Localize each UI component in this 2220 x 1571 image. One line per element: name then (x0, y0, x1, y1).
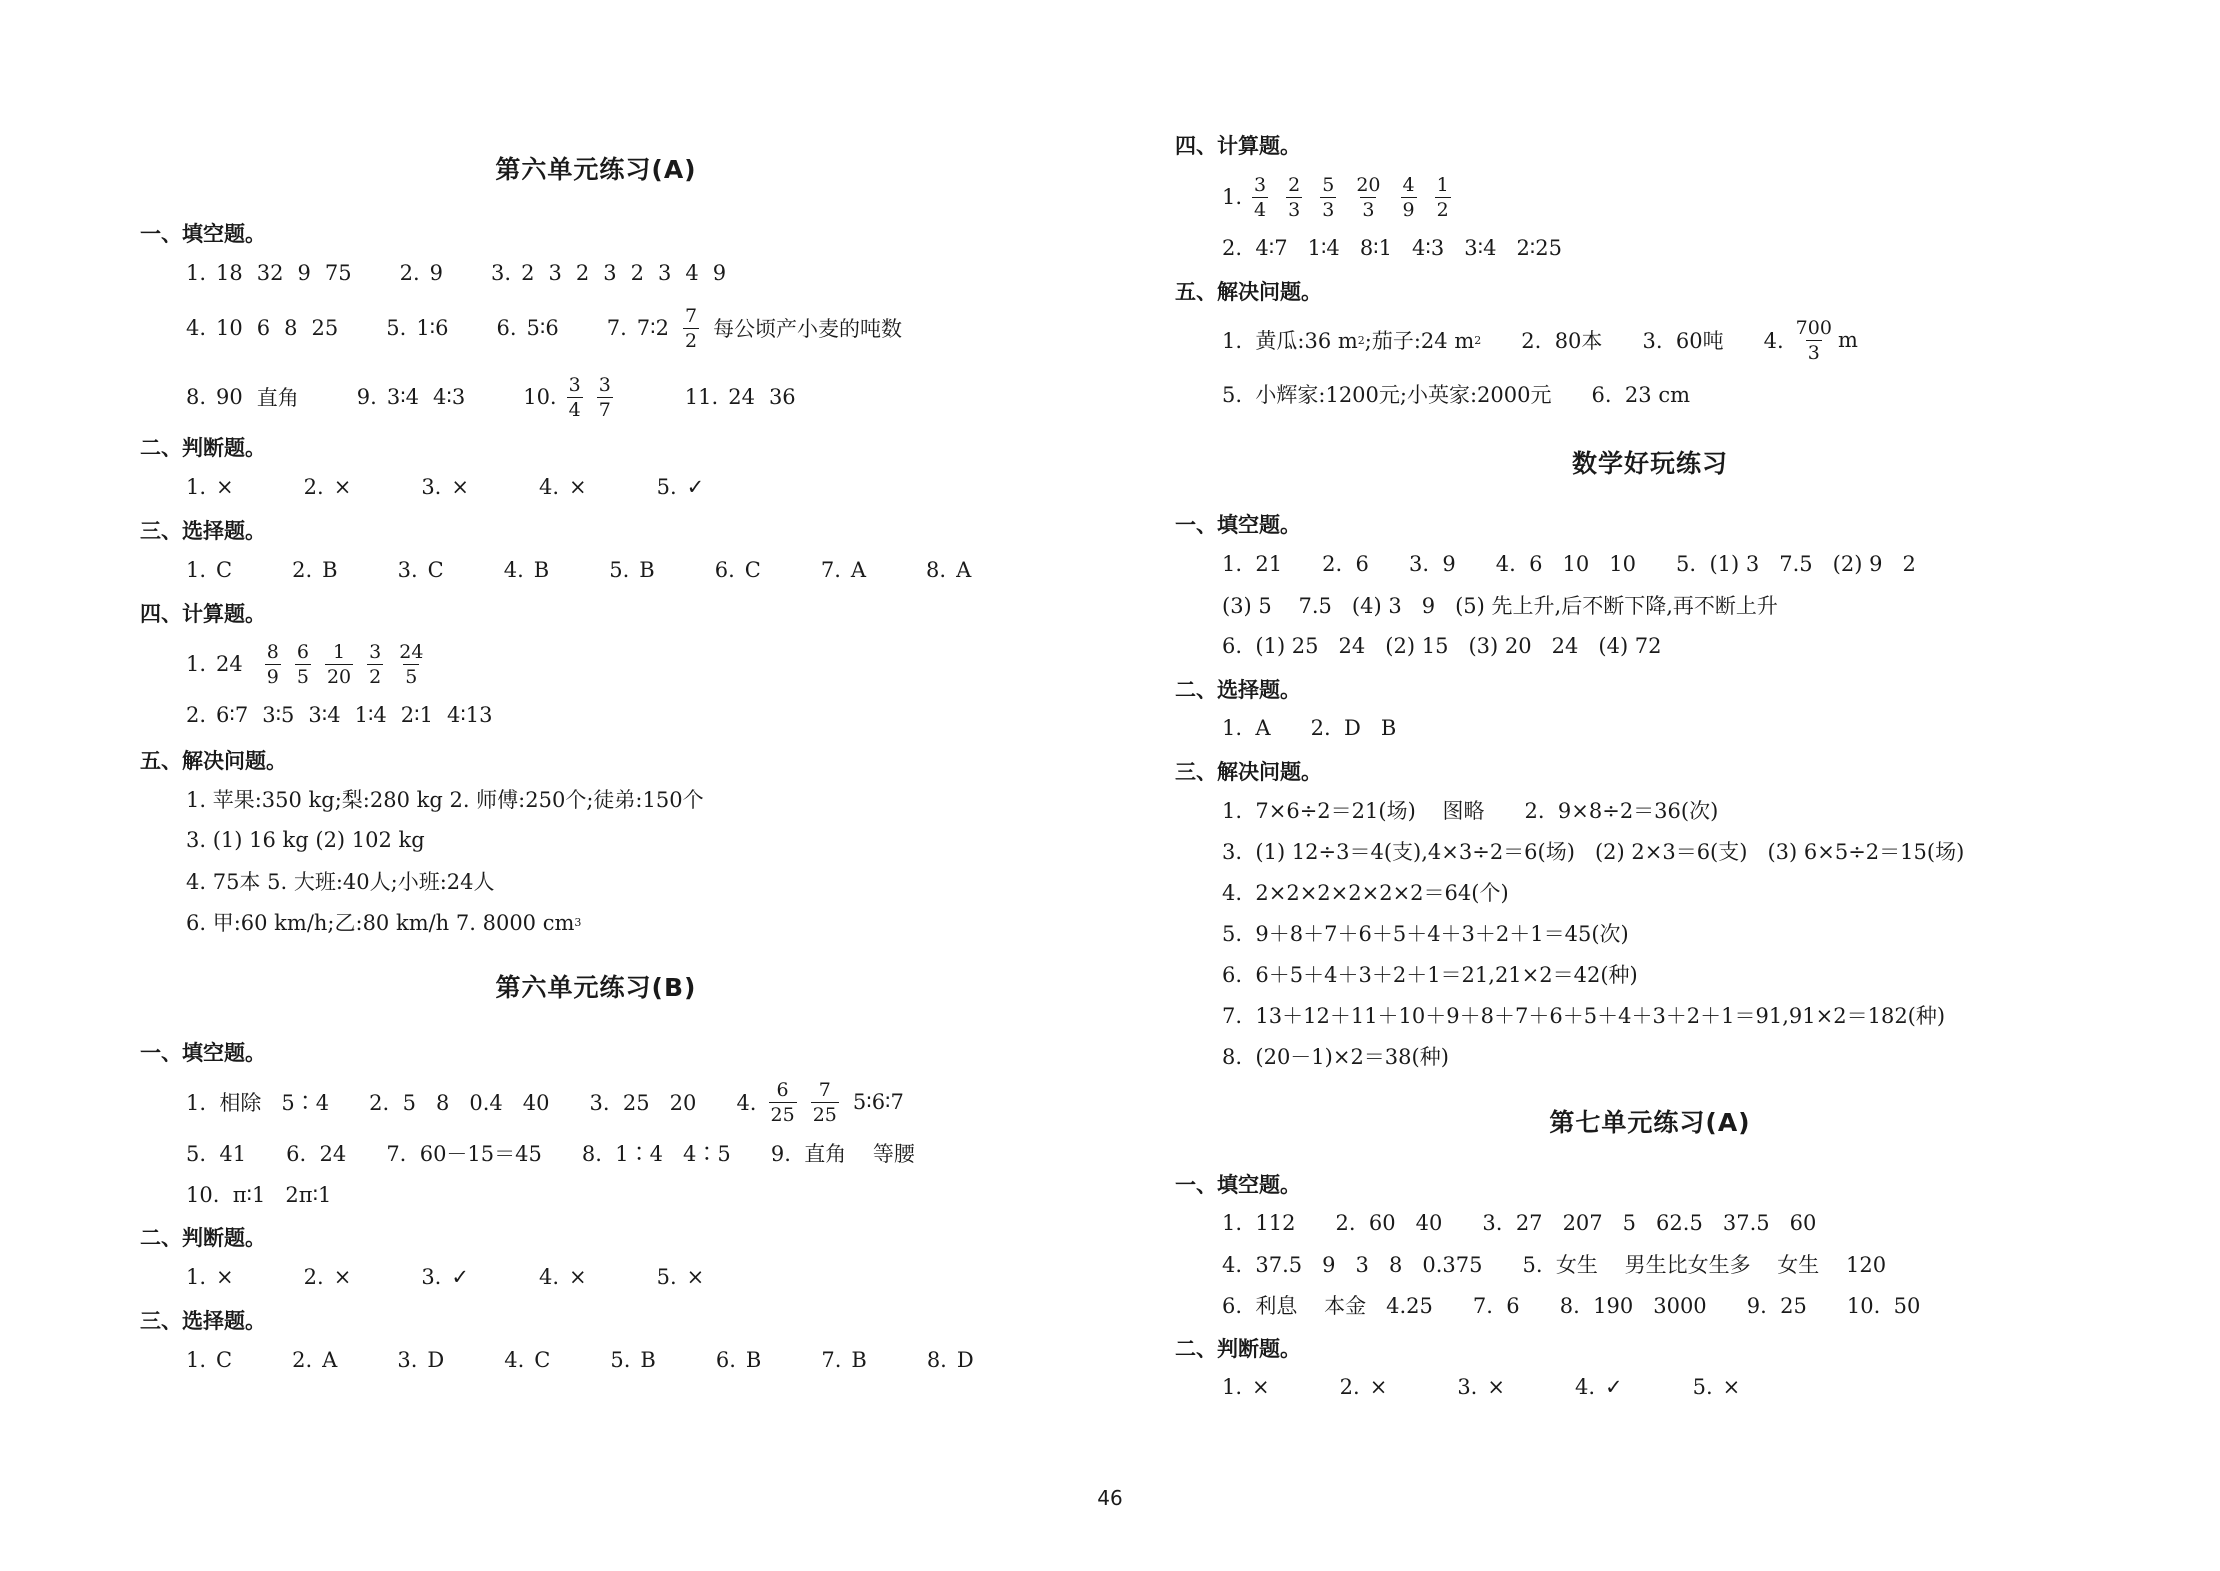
mathfun-sec1-line3: 6. (1) 25 24 (2) 15 (3) 20 24 (4) 72 (1222, 634, 1662, 658)
unit6c-sec4-heading: 四、计算题。 (1175, 134, 1301, 158)
fraction: $\frac{1}{20}$ (326, 640, 352, 688)
fraction: $\frac{8}{9}$ (266, 640, 279, 688)
fraction: $\frac{4}{9}$ (1402, 173, 1415, 221)
unit6b-sec1-line2: 5. 41 6. 24 7. 60－15＝45 8. 1∶4 4∶5 9. 直角 等腰 (186, 1142, 915, 1166)
fraction: $\frac{3}{4}$ (1254, 173, 1267, 221)
unit6c-sec5-line1: 1. 黄瓜:36 m 2 ;茄子:24 m 2 2. 80本 3. 60吨 4. $\frac{700}{3}$ m (1222, 316, 1858, 364)
unit6a-sec1-line3: 8. 90 直角 9. 3∶4 4∶3 10. $\frac{3}{4}$ $\frac{3}{7}$ 11. 24 36 (186, 373, 796, 421)
unit6b-sec1-line3: 10. π∶1 2π∶1 (186, 1183, 332, 1207)
mathfun-sec1-line1: 1. 21 2. 6 3. 9 4. 6 10 10 5. (1) 3 7.5 (2) 9 2 (1222, 552, 1916, 576)
fraction: $\frac{700}{3}$ (1795, 316, 1832, 364)
fraction: $\frac{6}{25}$ (770, 1078, 795, 1126)
unit6a-sec3-heading: 三、选择题。 (140, 519, 266, 543)
unit6c-sec4-line1: 1. $\frac{3}{4}$ $\frac{2}{3}$ $\frac{5}{3}$ $\frac{20}{3}$ $\frac{4}{9}$ $\frac{1}{2}$ (1222, 173, 1449, 221)
mathfun-sec2-heading: 二、选择题。 (1175, 678, 1301, 702)
unit6a-title: 第六单元练习(A) (495, 155, 697, 184)
mathfun-sec3-line1: 1. 7×6÷2＝21(场) 图略 2. 9×8÷2＝36(次) (1222, 799, 1719, 823)
unit6b-sec1-line1: 1. 相除 5∶4 2. 5 8 0.4 40 3. 25 20 4. $\frac{6}{25}$ $\frac{7}{25}$ 5∶6∶7 (186, 1078, 904, 1126)
fraction: $\frac{24}{5}$ (399, 640, 424, 688)
fraction: $\frac{7}{25}$ (812, 1078, 837, 1126)
mathfun-sec1-line2: (3) 5 7.5 (4) 3 9 (5) 先上升,后不断下降,再不断上升 (1222, 594, 1778, 618)
page-number: 46 (1097, 1486, 1123, 1510)
unit7a-sec2-line: 1. × 2. × 3. × 4. ✓ 5. × (1222, 1375, 1741, 1399)
unit7a-title: 第七单元练习(A) (1549, 1108, 1751, 1137)
unit6a-sec1-line2: 4. 10 6 8 25 5. 1∶6 6. 5∶6 7. 7∶2 $\frac{7}{2}$ 每公顷产小麦的吨数 (186, 304, 903, 352)
unit6a-sec5-line3: 4. 75本 5. 大班:40人;小班:24人 (186, 870, 495, 894)
mathfun-sec3-line3: 4. 2×2×2×2×2×2＝64(个) (1222, 881, 1509, 905)
fraction: $\frac{6}{5}$ (296, 640, 309, 688)
math-fun-title: 数学好玩练习 (1571, 449, 1729, 478)
unit6a-sec5-line2: 3. (1) 16 kg (2) 102 kg (186, 828, 425, 852)
unit6b-sec3-line: 1. C 2. A 3. D 4. C 5. B 6. B 7. B 8. D (186, 1348, 974, 1372)
unit7a-sec1-heading: 一、填空题。 (1175, 1173, 1301, 1197)
mathfun-sec3-heading: 三、解决问题。 (1175, 760, 1322, 784)
unit6b-sec3-heading: 三、选择题。 (140, 1309, 266, 1333)
unit6b-sec1-heading: 一、填空题。 (140, 1041, 266, 1065)
fraction: $\frac{3}{4}$ (568, 373, 581, 421)
unit6a-sec4-heading: 四、计算题。 (140, 602, 266, 626)
unit6a-sec2-heading: 二、判断题。 (140, 436, 266, 460)
fraction: $\frac{2}{3}$ (1288, 173, 1301, 221)
unit6c-sec5-line2: 5. 小辉家:1200元;小英家:2000元 6. 23 cm (1222, 383, 1691, 407)
fraction: $\frac{20}{3}$ (1356, 173, 1381, 221)
unit7a-sec2-heading: 二、判断题。 (1175, 1337, 1301, 1361)
unit6a-sec2-line: 1. × 2. × 3. × 4. × 5. ✓ (186, 475, 705, 499)
mathfun-sec1-heading: 一、填空题。 (1175, 513, 1301, 537)
unit6c-sec5-heading: 五、解决问题。 (1175, 280, 1322, 304)
unit6a-sec5-heading: 五、解决问题。 (140, 749, 287, 773)
fraction: $\frac{5}{3}$ (1322, 173, 1335, 221)
unit6b-sec2-line: 1. × 2. × 3. ✓ 4. × 5. × (186, 1265, 705, 1289)
unit7a-sec1-line3: 6. 利息 本金 4.25 7. 6 8. 190 3000 9. 25 10. 50 (1222, 1294, 1921, 1318)
unit6a-sec4-line2: 2. 6∶7 3∶5 3∶4 1∶4 2∶1 4∶13 (186, 703, 493, 727)
unit6a-sec1-line1: 1. 18 32 9 75 2. 9 3. 2 3 2 3 2 3 4 9 (186, 261, 727, 285)
mathfun-sec3-line2: 3. (1) 12÷3＝4(支),4×3÷2＝6(场) (2) 2×3＝6(支) (3) 6×5÷2＝15(场) (1222, 840, 1965, 864)
fraction: $\frac{1}{2}$ (1436, 173, 1449, 221)
mathfun-sec2-line: 1. A 2. D B (1222, 716, 1397, 740)
unit6b-sec2-heading: 二、判断题。 (140, 1226, 266, 1250)
unit6c-sec4-line2: 2. 4∶7 1∶4 8∶1 4∶3 3∶4 2∶25 (1222, 236, 1562, 260)
unit6a-sec5-line4: 6. 甲:60 km/h;乙:80 km/h 7. 8000 cm 3 (186, 911, 582, 935)
unit6a-sec3-line: 1. C 2. B 3. C 4. B 5. B 6. C 7. A 8. A (186, 558, 972, 582)
mathfun-sec3-line7: 8. (20－1)×2＝38(种) (1222, 1045, 1449, 1069)
fraction: $\frac{3}{2}$ (369, 640, 382, 688)
mathfun-sec3-line4: 5. 9＋8＋7＋6＋5＋4＋3＋2＋1＝45(次) (1222, 922, 1629, 946)
unit6b-title: 第六单元练习(B) (495, 973, 697, 1002)
unit6a-sec1-heading: 一、填空题。 (140, 222, 266, 246)
unit6a-sec5-line1: 1. 苹果:350 kg;梨:280 kg 2. 师傅:250个;徒弟:150个 (186, 788, 704, 812)
mathfun-sec3-line6: 7. 13＋12＋11＋10＋9＋8＋7＋6＋5＋4＋3＋2＋1＝91,91×2＝182(种) (1222, 1004, 1946, 1028)
unit7a-sec1-line2: 4. 37.5 9 3 8 0.375 5. 女生 男生比女生多 女生 120 (1222, 1253, 1887, 1277)
unit7a-sec1-line1: 1. 112 2. 60 40 3. 27 207 5 62.5 37.5 60 (1222, 1211, 1817, 1235)
mathfun-sec3-line5: 6. 6＋5＋4＋3＋2＋1＝21,21×2＝42(种) (1222, 963, 1638, 987)
unit6a-sec4-line1: 1. 24 $\frac{8}{9}$ $\frac{6}{5}$ $\frac{1}{20}$ $\frac{3}{2}$ $\frac{24}{5}$ (186, 640, 424, 688)
fraction: $\frac{7}{2}$ (684, 304, 698, 352)
fraction: $\frac{3}{7}$ (598, 373, 611, 421)
